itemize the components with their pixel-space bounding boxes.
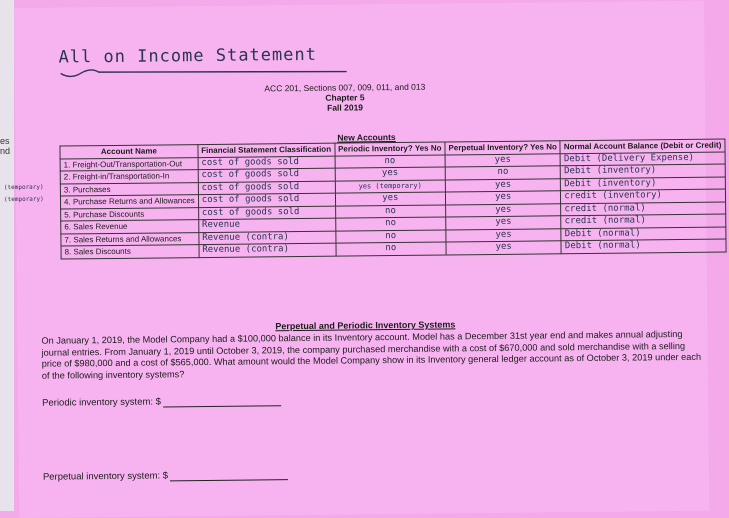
account-cell: 8. Sales Discounts [61,245,199,259]
perpetual-answer-blank[interactable] [170,469,288,481]
periodic-cell: yes (temporary) [335,179,446,193]
classification-cell: cost of goods sold [198,193,335,207]
classification-cell: cost of goods sold [198,181,335,195]
periodic-cell: yes [335,192,446,206]
col-normal-balance: Normal Account Balance (Debit or Credit) [560,139,725,153]
account-cell: 1. Freight-Out/Transportation-Out [60,157,198,171]
perpetual-cell: yes [445,153,560,167]
periodic-cell: no [336,242,447,256]
periodic-cell: no [335,229,446,243]
balance-cell: Debit (Delivery Expense) [560,152,725,166]
margin-fragment: nd [0,146,11,156]
periodic-answer-blank[interactable] [163,395,281,407]
perpetual-cell: yes [445,191,560,205]
perpetual-cell: no [445,166,560,180]
classification-cell: cost of goods sold [198,206,335,220]
periodic-cell: no [335,154,446,168]
table-title: New Accounts [337,132,396,143]
classification-cell: Revenue (contra) [199,243,336,257]
heading-term: Fall 2019 [327,102,364,113]
handwritten-title-text: All on Income Statement [58,44,318,68]
left-edge-strip [0,0,14,511]
balance-cell: Debit (inventory) [561,177,726,191]
account-cell: 3. Purchases [60,182,198,196]
classification-cell: Revenue [198,218,335,232]
title-underline-swoosh [59,64,349,79]
section-title: Perpetual and Periodic Inventory Systems [275,319,456,332]
account-cell: 5. Purchase Discounts [61,207,199,221]
balance-cell: Debit (normal) [561,239,726,253]
account-cell: 7. Sales Returns and Allowances [61,232,199,246]
margin-fragment: es [0,136,10,146]
accounts-table [59,139,726,259]
course-heading [235,81,455,113]
classification-cell: cost of goods sold [198,168,335,182]
periodic-question-label: Periodic inventory system: $ [42,396,161,409]
balance-cell: credit (normal) [561,214,726,228]
balance-cell: credit (normal) [561,202,726,216]
perpetual-question [43,469,288,483]
classification-cell: Revenue (contra) [199,231,336,245]
account-cell: 6. Sales Revenue [61,220,199,234]
account-cell: 4. Purchase Returns and Allowances [60,195,198,209]
col-classification: Financial Statement Classification [198,143,335,157]
margin-note: (temporary) [3,195,44,204]
perpetual-cell: yes [445,178,560,192]
heading-chapter: Chapter 5 [325,92,365,103]
col-perpetual: Perpetual Inventory? Yes No [445,141,560,155]
margin-note: (temporary) [3,183,44,192]
handwritten-title [58,45,317,68]
periodic-cell: no [335,204,446,218]
worksheet-page [3,1,722,518]
problem-paragraph: On January 1, 2019, the Model Company had a $100,000 balance in its Inventory account. Model has a December 31st year end and makes annual adjusting journal entries. From January 1, 2019 until October 3, 2019, the company purchased merchandise with a cost of $670,000 and sold merchandise with a selling price of $980,000 and a cost of $565,000. What amount would the Model Company show in its Inventory general ledger account as of October 3, 2019 under each of the following inventory systems? [41,329,702,381]
col-periodic: Periodic Inventory? Yes No [334,142,445,156]
balance-cell: Debit (normal) [561,227,726,241]
perpetual-cell: yes [446,216,561,230]
periodic-question [42,395,281,409]
classification-cell: cost of goods sold [198,156,335,170]
heading-course: ACC 201, Sections 007, 009, 011, and 013 [264,81,426,94]
account-cell: 2. Freight-in/Transportation-In [60,170,198,184]
col-account-name: Account Name [60,145,198,159]
perpetual-cell: yes [446,203,561,217]
periodic-cell: no [335,217,446,231]
balance-cell: credit (inventory) [561,189,726,203]
perpetual-cell: yes [446,228,561,242]
perpetual-question-label: Perpetual inventory system: $ [42,470,169,483]
perpetual-cell: yes [446,241,561,255]
balance-cell: Debit (inventory) [561,164,726,178]
periodic-cell: yes [335,167,446,181]
